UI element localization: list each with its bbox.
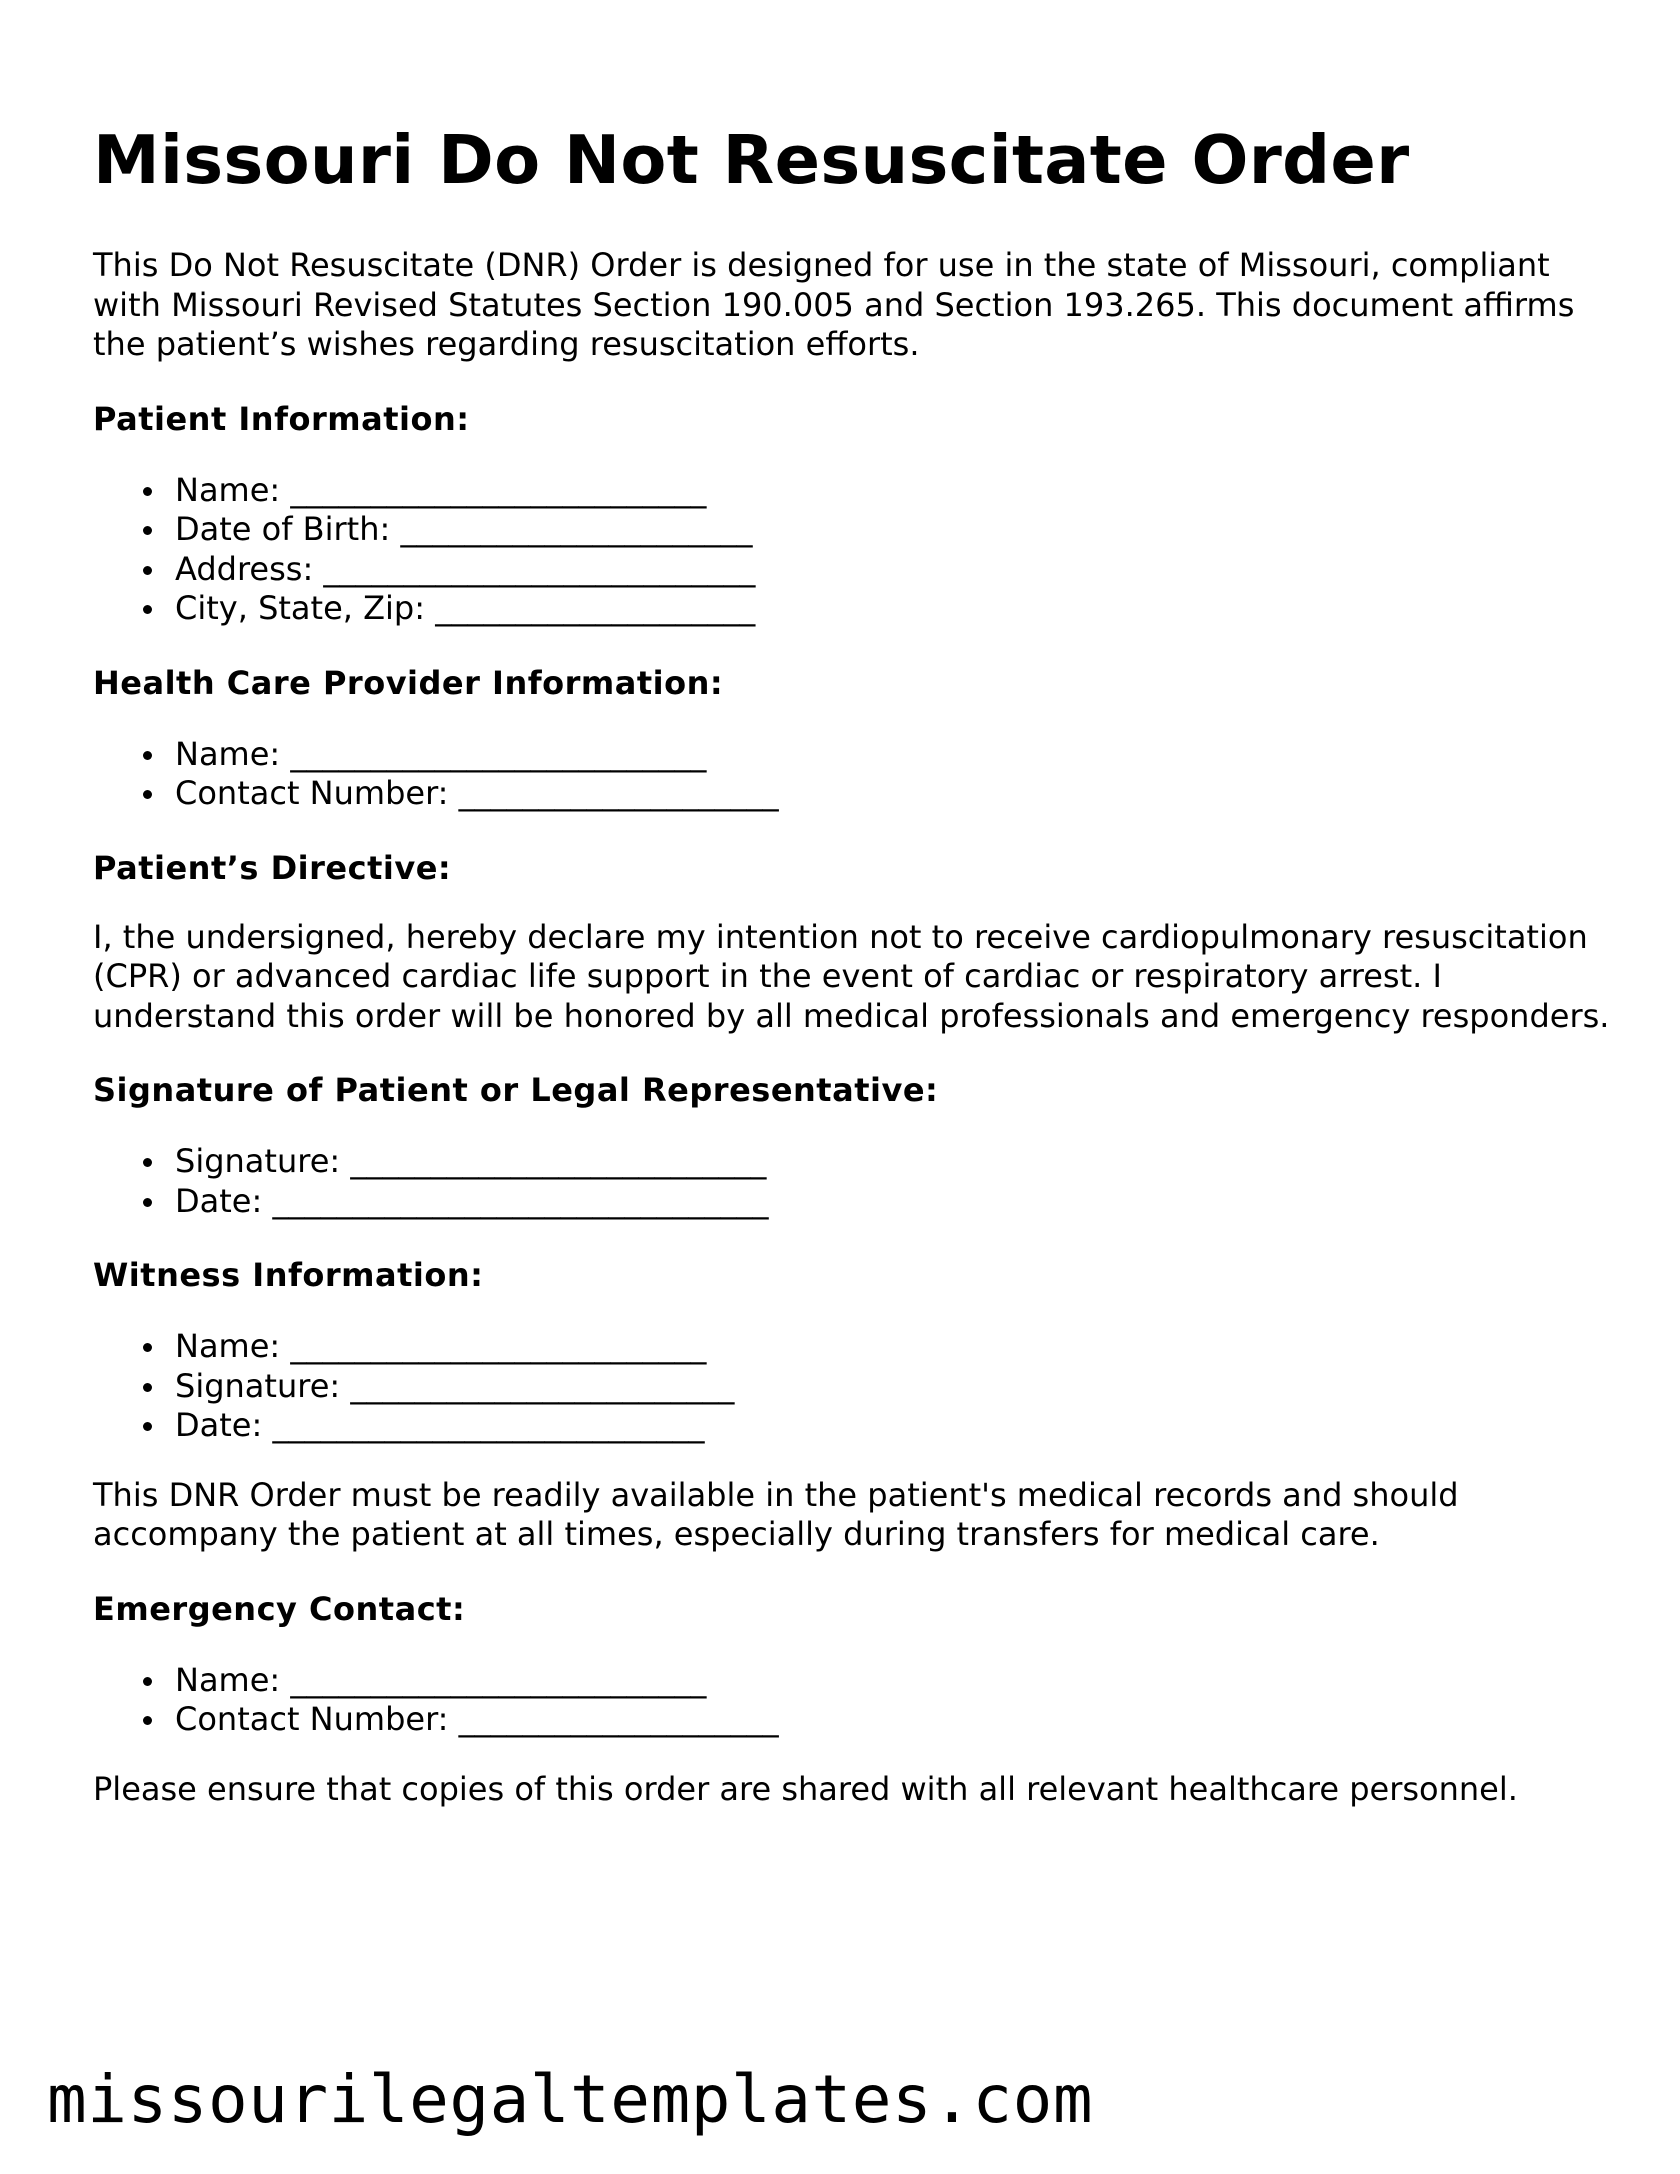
signature-list xyxy=(93,1142,1613,1221)
provider-contact-field: Contact Number: ____________________ xyxy=(175,774,1613,814)
witness-name-field: Name: __________________________ xyxy=(175,1327,1613,1367)
availability-note: This DNR Order must be readily available in the patient's medical records and should accompany the patient at all times, especially during transfers for medical care. xyxy=(93,1475,1459,1553)
witness-signature-field: Signature: ________________________ xyxy=(175,1367,1613,1407)
patient-signature-date-field: Date: _______________________________ xyxy=(175,1182,1613,1222)
witness-date-field: Date: ___________________________ xyxy=(175,1406,1613,1446)
document-title: Missouri Do Not Resuscitate Order xyxy=(93,121,1410,199)
closing-note: Please ensure that copies of this order are shared with all relevant healthcare personnel. xyxy=(93,1769,1518,1808)
emergency-contact-heading: Emergency Contact: xyxy=(93,1589,466,1628)
patient-info-list xyxy=(93,471,1613,629)
witness-list xyxy=(93,1327,1613,1446)
emergency-contact-list xyxy=(93,1661,1613,1740)
signature-heading: Signature of Patient or Legal Representative: xyxy=(93,1071,939,1109)
footer-website: missourilegaltemplates.com xyxy=(47,2061,1094,2138)
document-page xyxy=(93,0,1613,1809)
directive-paragraph: I, the undersigned, hereby declare my intention not to receive cardiopulmonary resuscitation (CPR) or advanced cardiac life support in the event of cardiac or respiratory arrest. I understand this order will be honored by all medical professionals and emergency responders. xyxy=(93,917,1610,1035)
provider-info-heading: Health Care Provider Information: xyxy=(93,663,724,702)
patient-signature-field: Signature: __________________________ xyxy=(175,1142,1613,1182)
patient-city-state-zip-field: City, State, Zip: ____________________ xyxy=(175,589,1613,629)
patient-dob-field: Date of Birth: ______________________ xyxy=(175,510,1613,550)
patient-name-field: Name: __________________________ xyxy=(175,471,1613,511)
provider-name-field: Name: __________________________ xyxy=(175,735,1613,775)
patient-address-field: Address: ___________________________ xyxy=(175,550,1613,590)
emergency-contact-number-field: Contact Number: ____________________ xyxy=(175,1700,1613,1740)
emergency-contact-name-field: Name: __________________________ xyxy=(175,1661,1613,1701)
intro-paragraph: This Do Not Resuscitate (DNR) Order is designed for use in the state of Missouri, compliant with Missouri Revised Statutes Section 190.005 and Section 193.265. This document affirms the patient’s wishes regarding resuscitation efforts. xyxy=(93,246,1575,363)
directive-heading: Patient’s Directive: xyxy=(93,848,452,887)
provider-info-list xyxy=(93,735,1613,814)
patient-info-heading: Patient Information: xyxy=(93,399,470,438)
witness-heading: Witness Information: xyxy=(93,1256,484,1294)
